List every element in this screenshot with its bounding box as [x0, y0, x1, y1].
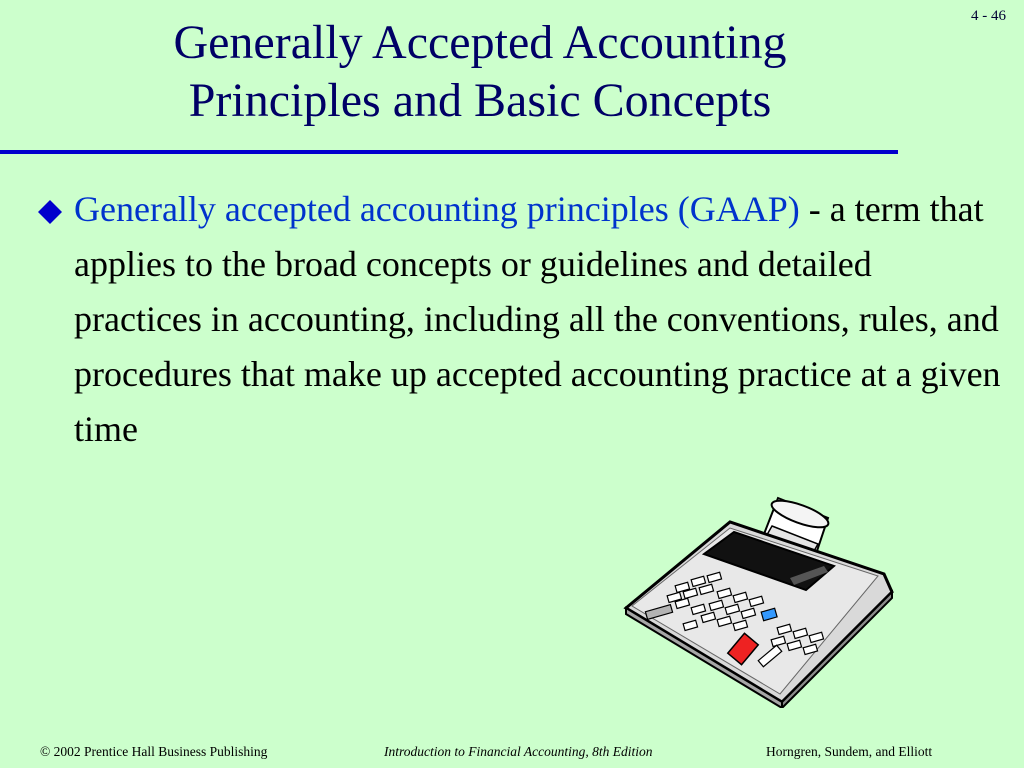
bullet-text	[74, 182, 1006, 457]
bullet-item	[36, 182, 1006, 457]
bullet-term: Generally accepted accounting principles (GAAP)	[74, 189, 800, 229]
footer-authors: Horngren, Sundem, and Elliott	[766, 744, 933, 759]
slide-number: 4 - 46	[971, 8, 1006, 24]
slide-title	[20, 14, 940, 130]
diamond-bullet-icon	[36, 198, 64, 226]
title-divider	[0, 150, 898, 154]
bullet-definition: - a term that applies to the broad concepts or guidelines and detailed practices in accounting, including all the conventions, rules, and procedures that make up accepted accounting practice at a given time	[74, 189, 1001, 449]
footer-copyright: © 2002 Prentice Hall Business Publishing	[40, 744, 268, 759]
calculator-icon	[622, 492, 894, 708]
footer	[0, 740, 1024, 764]
slide-title-line-2: Principles and Basic Concepts	[188, 74, 772, 127]
footer-book-title: Introduction to Financial Accounting, 8th Edition	[384, 744, 653, 759]
slide-title-line-1: Generally Accepted Accounting	[173, 16, 787, 69]
